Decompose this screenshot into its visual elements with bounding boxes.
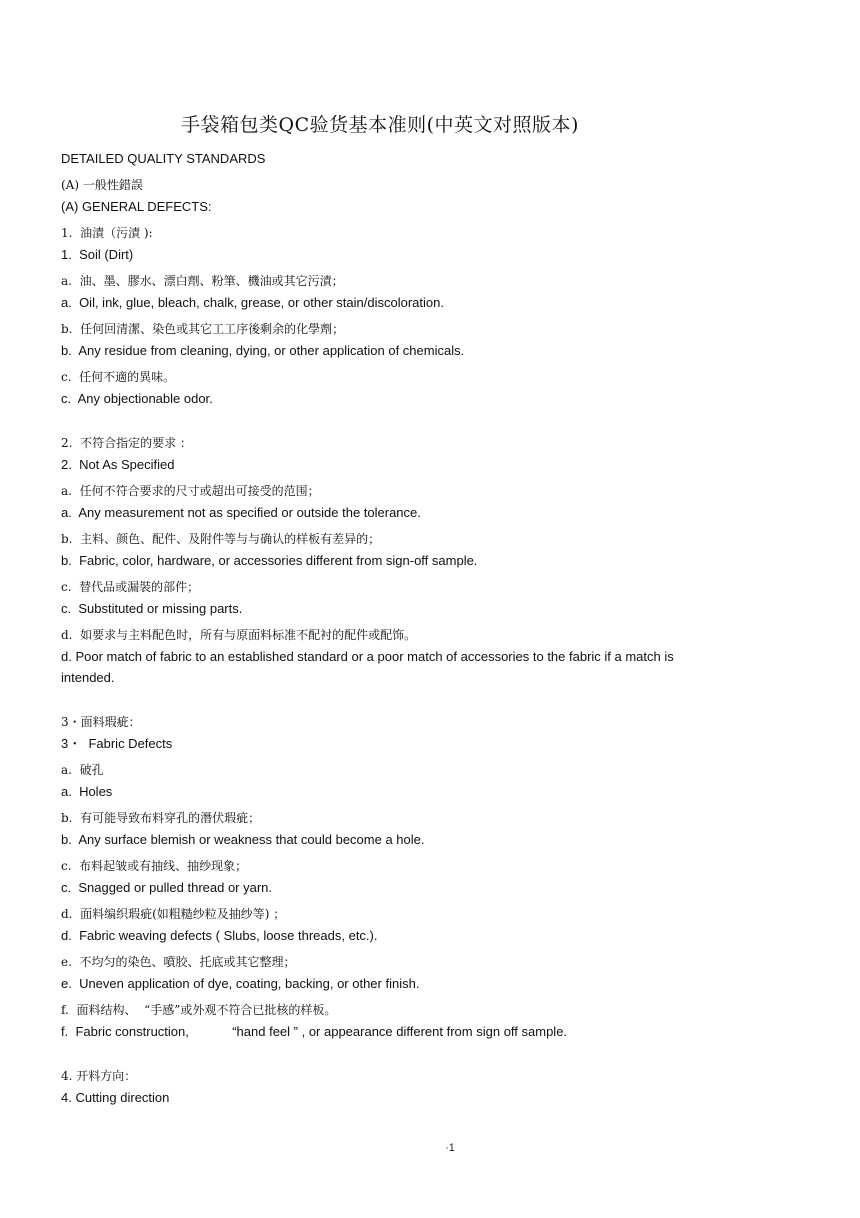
list-item	[61, 481, 701, 523]
list-item	[61, 271, 701, 313]
section-2	[61, 433, 701, 688]
item-zh: a. 任何不符合要求的尺寸或超出可接受的范围；	[61, 484, 320, 498]
item-en: a. Holes	[61, 784, 113, 799]
item-en: d. Fabric weaving defects ( Slubs, loose threads, etc.).	[61, 928, 378, 943]
section-1	[61, 223, 701, 409]
item-zh: a. 油、墨、膠水、漂白劑、粉筆、機油或其它污漬；	[61, 274, 344, 288]
page-number: ·1	[445, 1142, 455, 1154]
list-item	[61, 760, 701, 802]
section-a-zh: (A) 一般性錯誤	[61, 178, 143, 192]
item-en: b. Any residue from cleaning, dying, or other application of chemicals.	[61, 343, 465, 358]
section-heading-zh: 4. 开料方向：	[61, 1069, 137, 1083]
item-zh: f. 面料结构、 “手感”或外观不符合已批核的样板。	[61, 1003, 337, 1017]
list-item	[61, 808, 701, 850]
list-item	[61, 1000, 701, 1042]
item-en: e. Uneven application of dye, coating, backing, or other finish.	[61, 976, 420, 991]
standards-heading: DETAILED QUALITY STANDARDS	[61, 151, 266, 166]
list-item	[61, 904, 701, 946]
item-en: f. Fabric construction, “hand feel ” , or appearance different from sign off sample.	[61, 1024, 568, 1039]
section-heading-zh: 1. 油漬（污漬 ):	[61, 226, 153, 240]
section-heading-en: 1. Soil (Dirt)	[61, 247, 134, 262]
item-en: b. Fabric, color, hardware, or accessories different from sign-off sample.	[61, 553, 478, 568]
list-item	[61, 319, 701, 361]
item-zh: c. 替代品或漏裝的部件；	[61, 580, 200, 594]
list-item	[61, 367, 701, 409]
item-en: b. Any surface blemish or weakness that could become a hole.	[61, 832, 425, 847]
list-item	[61, 625, 701, 688]
item-en: c. Substituted or missing parts.	[61, 601, 243, 616]
section-a-en: (A) GENERAL DEFECTS:	[61, 199, 212, 214]
item-zh: e. 不均匀的染色、噴胶、托底或其它整理；	[61, 955, 296, 969]
item-zh: a. 破孔	[61, 763, 104, 777]
item-en: a. Oil, ink, glue, bleach, chalk, grease, or other stain/discoloration.	[61, 295, 444, 310]
item-en: d. Poor match of fabric to an established standard or a poor match of accessories to the fabric if a match is intended.	[61, 649, 674, 685]
section-4	[61, 1066, 701, 1108]
list-item	[61, 529, 701, 571]
item-zh: d. 如要求与主料配色时，所有与原面料标准不配衬的配件或配饰。	[61, 628, 417, 642]
section-heading-en: 2. Not As Specified	[61, 457, 175, 472]
document-body	[61, 148, 701, 1108]
item-zh: c. 布料起皱或有抽线、抽纱现象；	[61, 859, 248, 873]
item-zh: b. 有可能导致布料穿孔的潛伏瑕疵；	[61, 811, 261, 825]
list-item	[61, 952, 701, 994]
section-heading-en: 4. Cutting direction	[61, 1090, 170, 1105]
item-zh: b. 主料、颜色、配件、及附件等与与确认的样板有差异的；	[61, 532, 381, 546]
document-title: 手袋箱包类QC验货基本准则(中英文对照版本)	[181, 114, 579, 136]
item-zh: c. 任何不適的異味。	[61, 370, 176, 384]
item-zh: b. 任何回清潔、染色或其它工工序後剩余的化學劑；	[61, 322, 345, 336]
section-3	[61, 712, 701, 1042]
section-heading-en: 3・ Fabric Defects	[61, 736, 173, 751]
section-heading-zh: 3・面料瑕疵：	[61, 715, 141, 729]
item-zh: d. 面料编织瑕疵(如粗糙纱粒及抽纱等) ；	[61, 907, 286, 921]
item-en: c. Snagged or pulled thread or yarn.	[61, 880, 273, 895]
item-en: c. Any objectionable odor.	[61, 391, 213, 406]
section-heading-zh: 2. 不符合指定的要求 ：	[61, 436, 192, 450]
item-en: a. Any measurement not as specified or outside the tolerance.	[61, 505, 421, 520]
list-item	[61, 856, 701, 898]
list-item	[61, 577, 701, 619]
